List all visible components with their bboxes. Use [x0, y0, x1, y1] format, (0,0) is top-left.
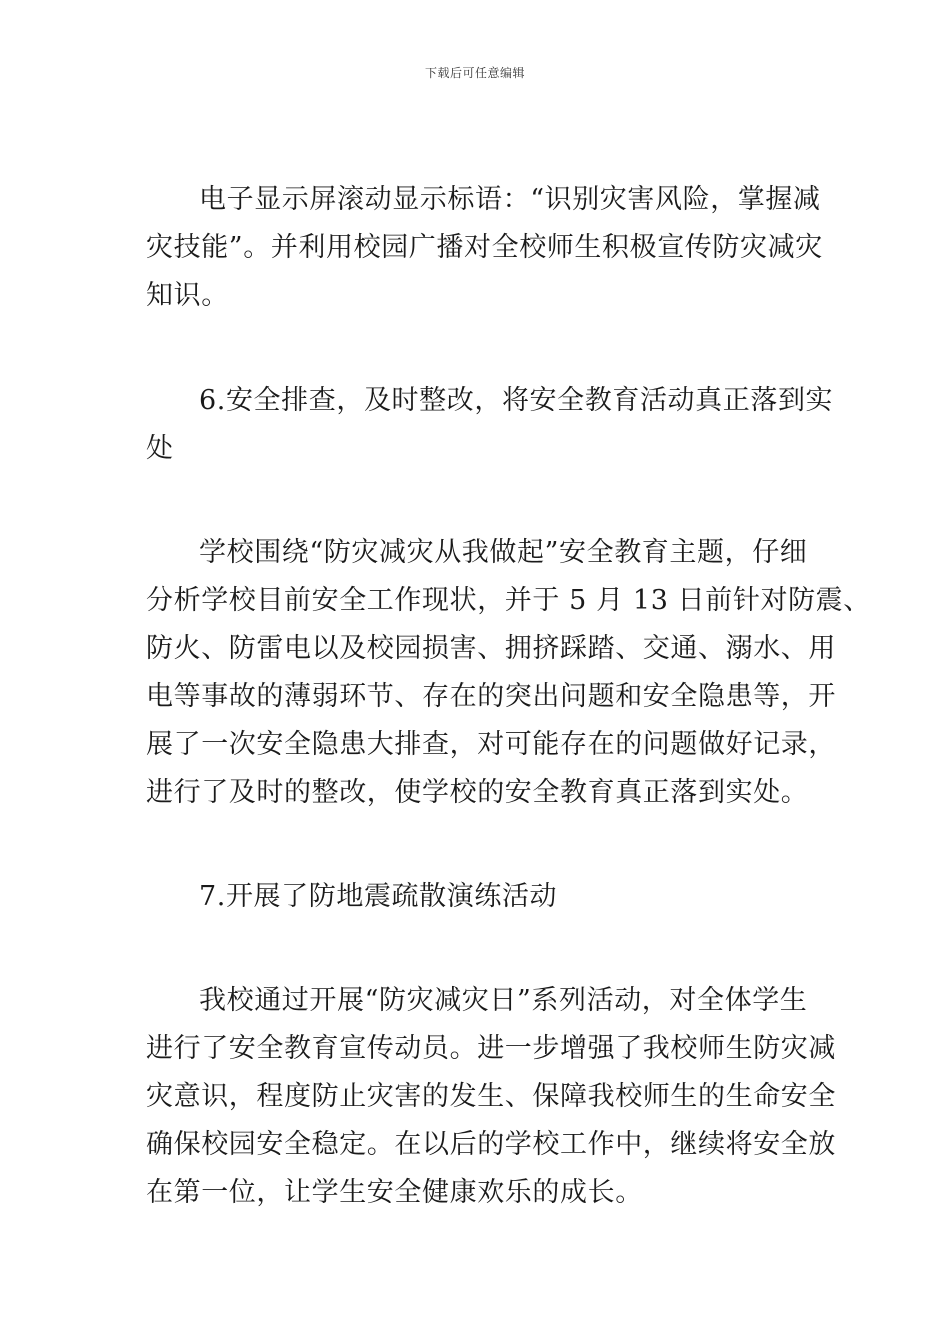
paragraph-5-line-4: 确保校园安全稳定。在以后的学校工作中，继续将安全放: [146, 1129, 836, 1160]
paragraph-1-line-2: 灾技能”。并利用校园广播对全校师生积极宣传防灾减灾: [146, 232, 823, 263]
paragraph-3-line-5: 展了一次安全隐患大排查，对可能存在的问题做好记录，: [146, 729, 836, 760]
paragraph-5-line-1: 我校通过开展“防灾减灾日”系列活动，对全体学生: [199, 985, 808, 1016]
page-header: 下载后可任意编辑: [424, 66, 525, 80]
paragraph-5-line-2: 进行了安全教育宣传动员。进一步增强了我校师生防灾减: [146, 1033, 836, 1064]
paragraph-1-line-3: 知识。: [146, 280, 229, 311]
paragraph-3-line-1: 学校围绕“防灾减灾从我做起”安全教育主题，仔细: [199, 537, 808, 568]
paragraph-3-line-2: 分析学校目前安全工作现状，并于 5 月 13 日前针对防震、: [146, 585, 871, 616]
section-7-heading: 7.开展了防地震疏散演练活动: [199, 881, 558, 912]
paragraph-3-line-6: 进行了及时的整改，使学校的安全教育真正落到实处。: [146, 777, 809, 808]
paragraph-1-line-1: 电子显示屏滚动显示标语：“识别灾害风险，掌握减: [199, 184, 821, 215]
paragraph-5-line-5: 在第一位，让学生安全健康欢乐的成长。: [146, 1177, 643, 1208]
paragraph-3-line-4: 电等事故的薄弱环节、存在的突出问题和安全隐患等，开: [146, 681, 836, 712]
paragraph-5-line-3: 灾意识，程度防止灾害的发生、保障我校师生的生命安全: [146, 1081, 836, 1112]
section-6-heading-line-1: 6.安全排查，及时整改，将安全教育活动真正落到实: [199, 385, 834, 416]
section-6-heading-line-2: 处: [146, 433, 174, 464]
paragraph-3-line-3: 防火、防雷电以及校园损害、拥挤踩踏、交通、溺水、用: [146, 633, 836, 664]
